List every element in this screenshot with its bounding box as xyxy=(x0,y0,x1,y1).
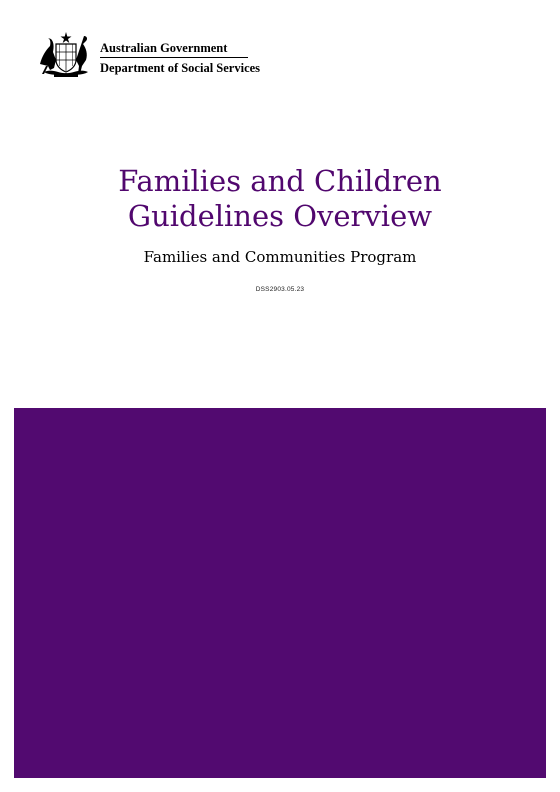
cover-color-panel xyxy=(14,408,546,778)
title-block xyxy=(0,164,560,293)
document-code: DSS2903.05.23 xyxy=(255,286,305,293)
government-name: Australian Government xyxy=(100,41,228,55)
header-divider xyxy=(100,57,248,58)
document-subtitle: Families and Communities Program xyxy=(143,248,417,266)
document-title xyxy=(0,164,560,234)
document-title-line-1: Families and Children xyxy=(118,164,442,198)
document-title-line-2: Guidelines Overview xyxy=(127,199,433,233)
coat-of-arms-icon xyxy=(36,30,96,78)
department-name: Department of Social Services xyxy=(100,61,261,75)
